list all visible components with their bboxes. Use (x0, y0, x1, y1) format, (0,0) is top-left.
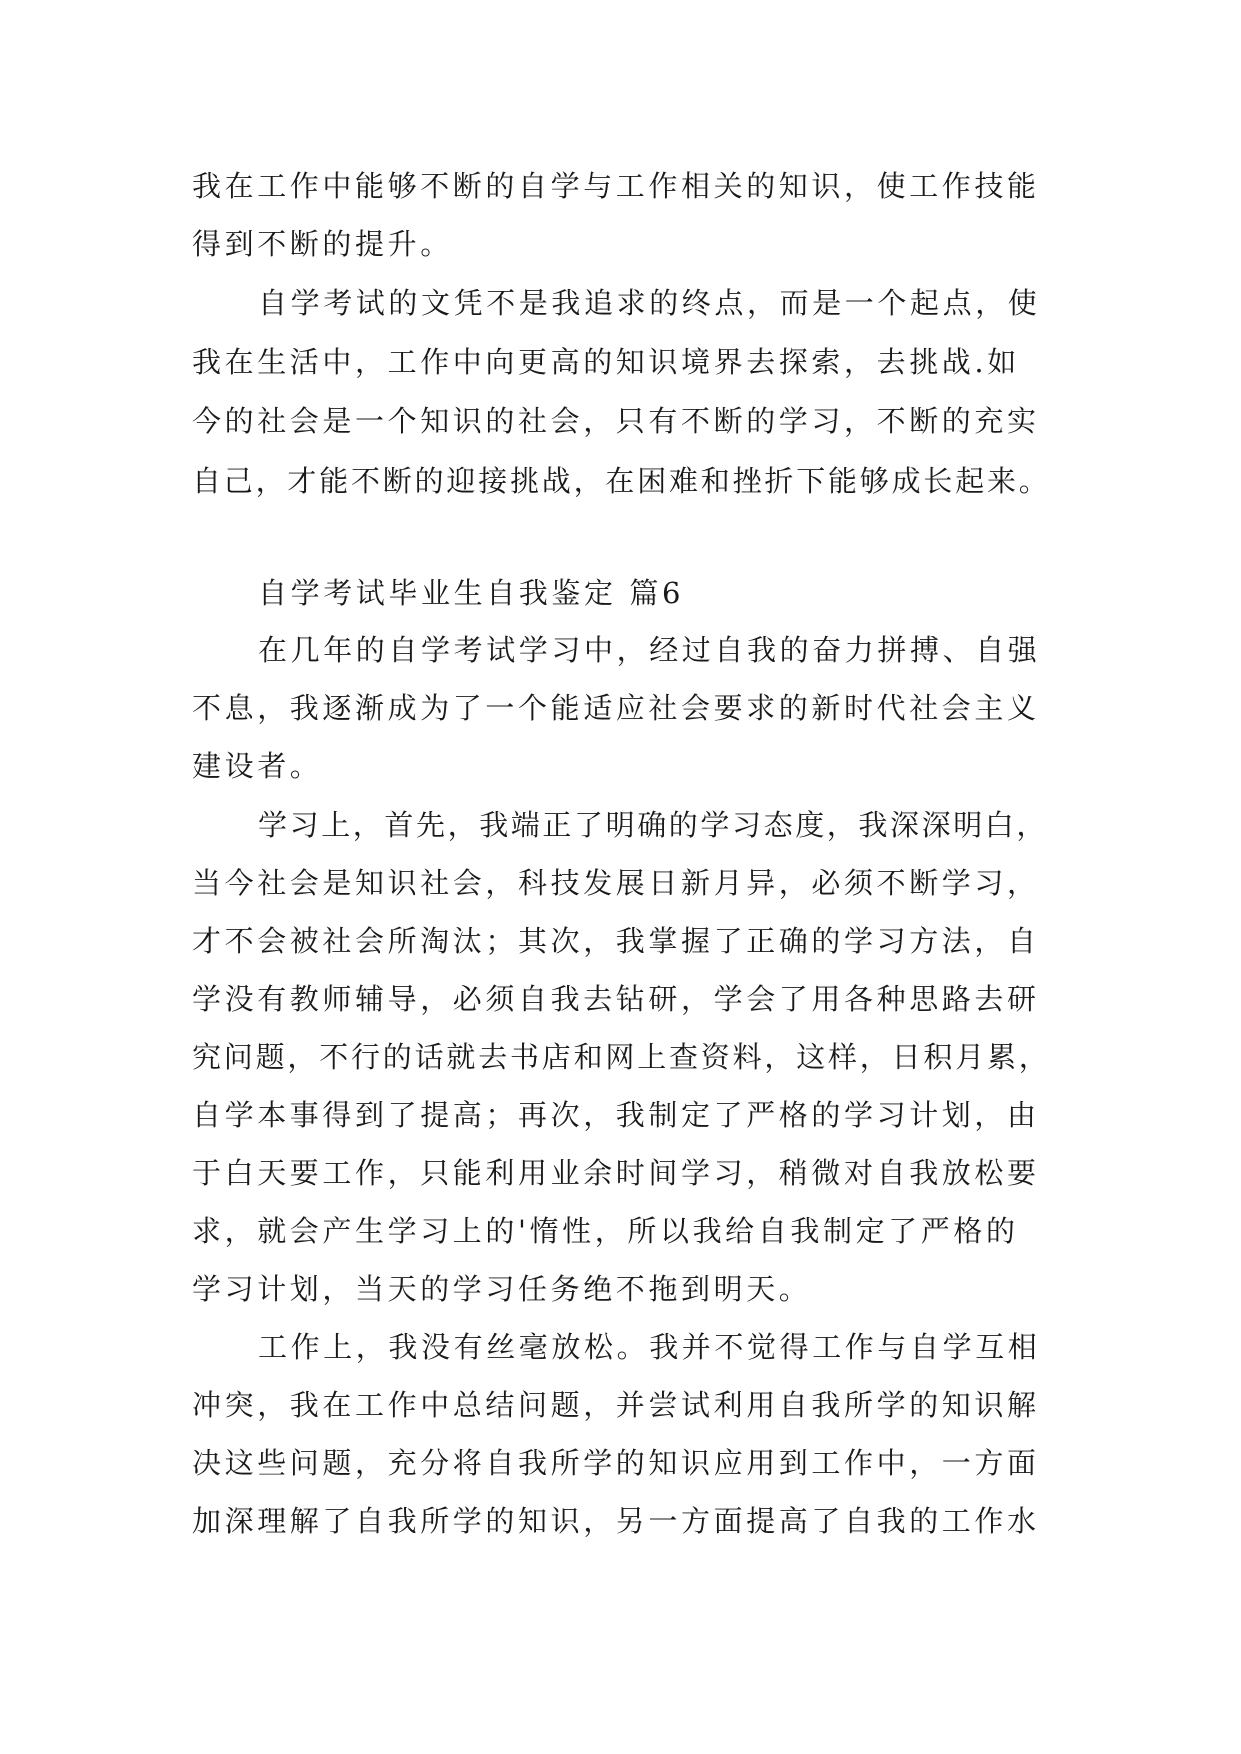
paragraph-line: 求，就会产生学习上的'惰性，所以我给自我制定了严格的 (192, 1214, 1019, 1248)
paragraph-line: 加深理解了自我所学的知识，另一方面提高了自我的工作水 (192, 1504, 1040, 1538)
paragraph-line: 不息，我逐渐成为了一个能适应社会要求的新时代社会主义 (192, 691, 1040, 725)
paragraph-line: 得到不断的提升。 (192, 227, 453, 261)
section-heading: 自学考试毕业生自我鉴定 篇6 (258, 576, 685, 610)
paragraph-line: 决这些问题，充分将自我所学的知识应用到工作中，一方面 (192, 1446, 1040, 1480)
paragraph-line: 建设者。 (192, 749, 323, 783)
paragraph-line: 冲突，我在工作中总结问题，并尝试利用自我所学的知识解 (192, 1388, 1040, 1422)
paragraph-line: 我在工作中能够不断的自学与工作相关的知识，使工作技能 (192, 169, 1040, 203)
paragraph-line: 究问题，不行的话就去书店和网上查资料，这样，日积月累， (192, 1040, 1051, 1074)
paragraph-line: 学习计划，当天的学习任务绝不拖到明天。 (192, 1272, 812, 1306)
paragraph-line: 自学考试的文凭不是我追求的终点，而是一个起点，使 (258, 286, 1041, 320)
paragraph-line: 在几年的自学考试学习中，经过自我的奋力拼搏、自强 (258, 633, 1041, 667)
paragraph-line: 自学本事得到了提高；再次，我制定了严格的学习计划，由 (192, 1098, 1040, 1132)
paragraph-line: 当今社会是知识社会，科技发展日新月异，必须不断学习， (192, 866, 1040, 900)
paragraph-line: 今的社会是一个知识的社会，只有不断的学习，不断的充实 (192, 404, 1040, 438)
paragraph-line: 学没有教师辅导，必须自我去钻研，学会了用各种思路去研 (192, 982, 1040, 1016)
paragraph-line: 于白天要工作，只能利用业余时间学习，稍微对自我放松要 (192, 1156, 1040, 1190)
paragraph-line: 学习上，首先，我端正了明确的学习态度，我深深明白， (258, 808, 1049, 842)
paragraph-line: 才不会被社会所淘汰；其次，我掌握了正确的学习方法，自 (192, 924, 1040, 958)
paragraph-line: 自己，才能不断的迎接挑战，在困难和挫折下能够成长起来。 (192, 464, 1051, 498)
paragraph-line: 工作上，我没有丝毫放松。我并不觉得工作与自学互相 (258, 1330, 1041, 1364)
paragraph-line: 我在生活中，工作中向更高的知识境界去探索，去挑战.如 (192, 345, 1020, 379)
